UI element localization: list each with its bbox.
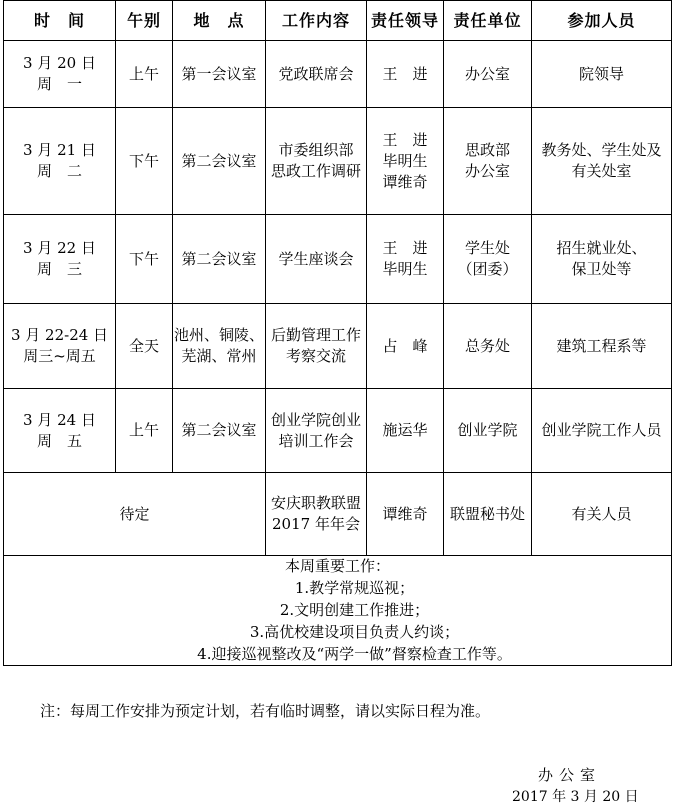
footnote: 注：每周工作安排为预定计划，若有临时调整，请以实际日程为准。: [40, 702, 491, 720]
unit-cell: 总务处: [444, 304, 532, 389]
table-row: [4, 41, 672, 108]
header-time: 时 间: [4, 1, 116, 41]
header-content: 工作内容: [266, 1, 367, 41]
unit-cell: 学生处 （团委）: [444, 215, 532, 304]
pending-cell: 待定: [4, 473, 266, 556]
content-cell: 市委组织部 思政工作调研: [266, 108, 367, 215]
unit-cell: 联盟秘书处: [444, 473, 532, 556]
task-item: 4.迎接巡视整改及“两学一做”督察检查工作等。: [197, 645, 512, 663]
period-cell: 下午: [116, 108, 173, 215]
date-cell: 3 月 22-24 日 周三~周五: [4, 304, 116, 389]
signature-date: 2017 年 3 月 20 日: [512, 789, 639, 805]
header-period: 午别: [116, 1, 173, 41]
table-row: [4, 304, 672, 389]
participants-cell: 有关人员: [532, 473, 672, 556]
header-row: [4, 1, 672, 41]
header-location: 地 点: [173, 1, 266, 41]
unit-cell: 办公室: [444, 41, 532, 108]
task-item: 1.教学常规巡视；: [294, 579, 415, 597]
location-cell: 第一会议室: [173, 41, 266, 108]
content-cell: 党政联席会: [266, 41, 367, 108]
table-row: [4, 108, 672, 215]
important-work-row: [4, 556, 672, 666]
header-leader: 责任领导: [367, 1, 444, 41]
participants-cell: 建筑工程系等: [532, 304, 672, 389]
unit-cell: 创业学院: [444, 389, 532, 473]
important-work-title: 本周重要工作：: [284, 557, 390, 575]
leader-cell: 占 峰: [367, 304, 444, 389]
participants-cell: 院领导: [532, 41, 672, 108]
header-participants: 参加人员: [532, 1, 672, 41]
date-cell: 3 月 20 日 周 一: [4, 41, 116, 108]
participants-cell: 教务处、学生处及 有关处室: [532, 108, 672, 215]
location-cell: 第二会议室: [173, 389, 266, 473]
date-cell: 3 月 22 日 周 三: [4, 215, 116, 304]
date-cell: 3 月 21 日 周 二: [4, 108, 116, 215]
header-unit: 责任单位: [444, 1, 532, 41]
date-cell: 3 月 24 日 周 五: [4, 389, 116, 473]
period-cell: 上午: [116, 389, 173, 473]
unit-cell: 思政部 办公室: [444, 108, 532, 215]
leader-cell: 王 进 毕明生: [367, 215, 444, 304]
period-cell: 下午: [116, 215, 173, 304]
location-cell: 池州、铜陵、 芜湖、常州: [173, 304, 266, 389]
period-cell: 全天: [116, 304, 173, 389]
table-row: [4, 389, 672, 473]
participants-cell: 招生就业处、 保卫处等: [532, 215, 672, 304]
location-cell: 第二会议室: [173, 215, 266, 304]
signature-org: 办公室: [538, 766, 602, 784]
leader-cell: 谭维奇: [367, 473, 444, 556]
leader-cell: 施运华: [367, 389, 444, 473]
participants-cell: 创业学院工作人员: [532, 389, 672, 473]
schedule-table: [3, 0, 672, 666]
task-item: 2.文明创建工作推进；: [279, 601, 430, 619]
content-cell: 学生座谈会: [266, 215, 367, 304]
table-row: [4, 215, 672, 304]
table-row: [4, 473, 672, 556]
leader-cell: 王 进: [367, 41, 444, 108]
important-work-cell: [4, 556, 672, 666]
content-cell: 创业学院创业 培训工作会: [266, 389, 367, 473]
content-cell: 后勤管理工作 考察交流: [266, 304, 367, 389]
location-cell: 第二会议室: [173, 108, 266, 215]
leader-cell: 王 进 毕明生 谭维奇: [367, 108, 444, 215]
task-item: 3.高优校建设项目负责人约谈；: [249, 623, 460, 641]
period-cell: 上午: [116, 41, 173, 108]
content-cell: 安庆职教联盟 2017 年年会: [266, 473, 367, 556]
